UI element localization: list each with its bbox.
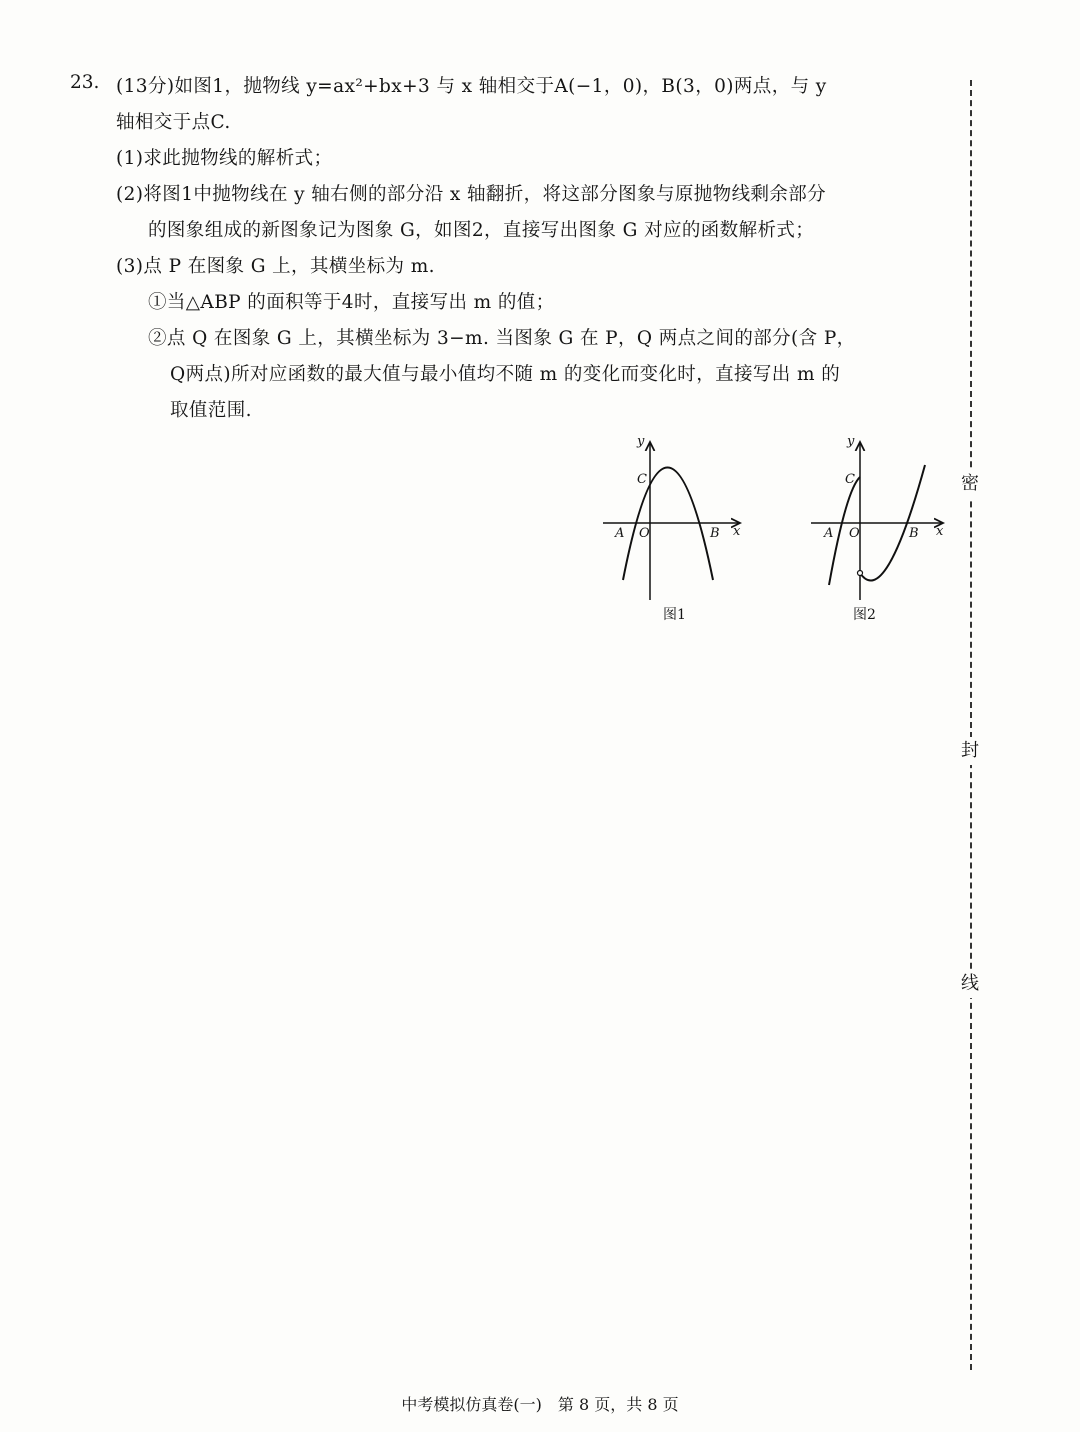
fig1-x-label: x	[733, 524, 741, 539]
part3-1-text: ①当△ABP 的面积等于4时，直接写出 m 的值；	[148, 292, 555, 313]
fig1-A-label: A	[615, 526, 625, 541]
fig1-C-label: C	[637, 472, 647, 487]
fig2-caption: 图2	[853, 607, 876, 623]
fig1-B-label: B	[710, 526, 720, 541]
fig2-x-label: x	[936, 524, 944, 539]
part3-text: (3)点 P 在图象 G 上，其横坐标为 m.	[116, 256, 435, 277]
seal-dashed-line	[970, 80, 972, 1370]
problem-stem-line2: 轴相交于点C.	[116, 112, 231, 133]
seal-char-mi: 密	[961, 470, 979, 498]
part1-text: (1)求此抛物线的解析式；	[116, 148, 333, 169]
seal-char-feng: 封	[961, 737, 979, 765]
figure-2-graph	[811, 442, 943, 600]
seal-char-xian: 线	[961, 970, 979, 998]
figure-1-graph	[603, 442, 740, 600]
fig2-open-point	[858, 571, 863, 576]
fig2-A-label: A	[824, 526, 834, 541]
part2-text-line1: (2)将图1中抛物线在 y 轴右侧的部分沿 x 轴翻折，将这部分图象与原抛物线剩余部分	[116, 184, 827, 205]
part3-2-text-line2: Q两点)所对应函数的最大值与最小值均不随 m 的变化而变化时，直接写出 m 的	[170, 364, 841, 385]
fig1-y-label: y	[637, 434, 645, 449]
part2-text-line2: 的图象组成的新图象记为图象 G，如图2，直接写出图象 G 对应的函数解析式；	[148, 220, 815, 241]
problem-stem-line1: (13分)如图1，抛物线 y=ax²+bx+3 与 x 轴相交于A(−1，0)，B(3，0)两点，与 y	[116, 76, 827, 97]
fig2-C-label: C	[845, 472, 855, 487]
fig1-caption: 图1	[663, 607, 686, 623]
part3-2-text-line3: 取值范围.	[170, 400, 252, 421]
page-footer: 中考模拟仿真卷(一) 第 8 页，共 8 页	[401, 1395, 679, 1414]
fig2-B-label: B	[909, 526, 919, 541]
problem-number: 23.	[70, 72, 100, 93]
fig2-O-label: O	[849, 526, 860, 541]
part3-2-text-line1: ②点 Q 在图象 G 上，其横坐标为 3−m. 当图象 G 在 P，Q 两点之间的部分(含 P，	[148, 328, 856, 349]
figures	[595, 430, 965, 630]
fig1-O-label: O	[639, 526, 650, 541]
fig2-y-label: y	[847, 434, 855, 449]
